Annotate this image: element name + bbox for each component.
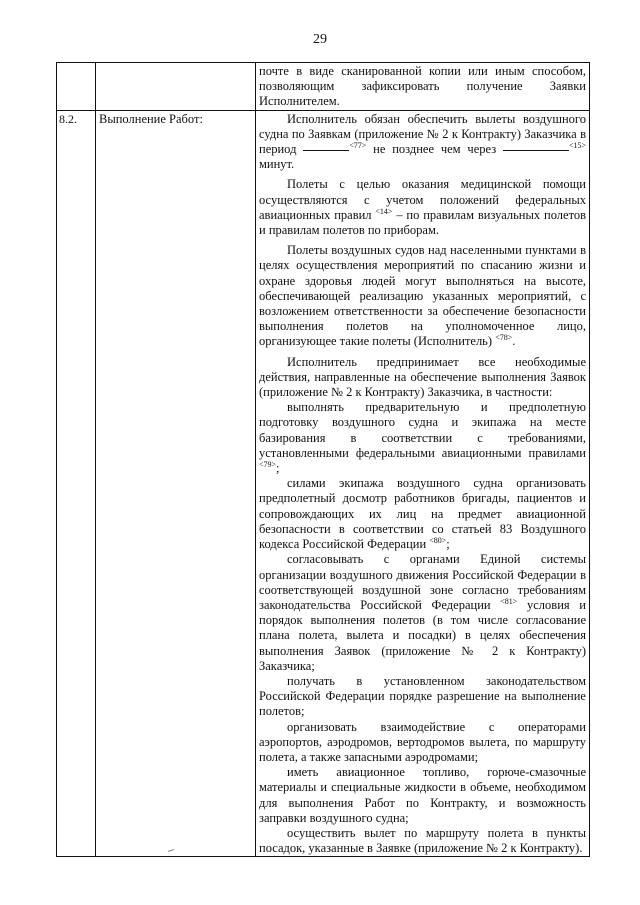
footnote-ref: <14>: [375, 206, 393, 216]
cell-content-previous: [256, 63, 590, 111]
paragraph-5-text-a: выполнять предварительную и предполетную подготовку воздушного судна и экипажа на месте базирования в соответствии с требованиями, установленными федеральными авиационными правилами: [259, 400, 586, 460]
footnote-ref: <78>: [495, 333, 513, 343]
paragraph-1-text-b: не позднее чем через: [373, 142, 497, 157]
paragraph-5-text-b: ;: [276, 461, 280, 476]
page-number: 29: [313, 32, 327, 47]
section-content: [256, 110, 590, 857]
paragraph-3: [259, 243, 586, 349]
paragraph-1-text-a: Исполнитель обязан обеспечить вылеты воздушного судна по Заявкам (приложение № 2 к Контракту) Заказчика в период: [259, 111, 586, 157]
paragraph-7-text-a: согласовывать с органами Единой системы организации воздушного движения Российской Федерации в соответствующей воздушной зоне согласно требованиям законодательства Российской Федерации: [259, 552, 586, 612]
paragraph-6-text-b: ;: [446, 537, 450, 552]
paragraph-2-text-b: – по правилам визуальных полетов и правилам полетов по приборам.: [259, 207, 587, 238]
paragraph-2: [259, 177, 586, 238]
blank-field-period: [303, 149, 349, 151]
paragraph-10: иметь авиационное топливо, горюче-смазочные материалы и специальные жидкости в объеме, необходимом для выполнения Работ по Контракту, и возможность заправки воздушного судна;: [259, 765, 586, 825]
paragraph-7-text-b: условия и порядок выполнения полетов (в том числе согласование плана полета, вылета и посадки) в целях обеспечения выполнения Заявок (приложение № 2 к Контракту) Заказчика;: [259, 597, 586, 673]
contract-table: [56, 62, 590, 857]
paragraph-5: [259, 400, 586, 476]
paragraph-6: [259, 476, 586, 552]
paragraph-3-text-a: Полеты воздушных судов над населенными пунктами в целях осуществления мероприятий по спасанию жизни и охране здоровья людей могут выполняться на высоте, обеспечивающей реализацию указанных мероприятий, с возложением ответственности за обеспечение безопасности выполнения полетов на уполномоченное лицо, организующее такие полеты (Исполнитель): [259, 243, 586, 349]
footnote-ref: <81>: [500, 596, 518, 606]
footnote-ref: <80>: [429, 536, 447, 546]
paragraph-11: осуществить вылет по маршруту полета в пункты посадок, указанные в Заявке (приложение № 2 к Контракту).: [259, 825, 586, 856]
footnote-ref: <79>: [259, 460, 277, 470]
paragraph-previous: почте в виде сканированной копии или иным способом, позволяющим зафиксировать получение Заявки Исполнителем.: [259, 64, 586, 109]
paragraph-8: получать в установленном законодательством Российской Федерации порядке разрешение на выполнение полетов;: [259, 673, 586, 719]
paragraph-9: организовать взаимодействие с операторами аэропортов, аэродромов, вертодромов вылета, по маршруту полета, а также запасными аэродромами;: [259, 719, 586, 764]
cell-title-empty: [96, 63, 256, 111]
paragraph-1-text-c: минут.: [259, 157, 295, 172]
table-row-previous: [57, 63, 590, 111]
section-number: 8.2.: [57, 110, 96, 857]
paragraph-2-text-a: Полеты с целью оказания медицинской помощи осуществляются с учетом положений федеральных авиационных правил: [259, 177, 586, 222]
paragraph-6-text-a: силами экипажа воздушного судна организовать предполетный досмотр работников бригады, пациентов и сопровождающих их лиц на предмет авиационной безопасности в соответствии со статьей 83 Воздушного кодекса Российской Федерации: [259, 476, 586, 552]
paragraph-1: [259, 112, 586, 173]
blank-field-minutes: [503, 149, 569, 151]
table-row-8-2: [57, 110, 590, 857]
cell-number-empty: [57, 63, 96, 111]
paragraph-7: [259, 552, 586, 674]
section-title: Выполнение Работ:: [96, 110, 256, 857]
paragraph-4: Исполнитель предпринимает все необходимые действия, направленные на обеспечение выполнения Заявок (приложение № 2 к Контракту) Заказчика, в частности:: [259, 354, 586, 400]
footnote-ref: <77>: [349, 141, 367, 151]
footnote-ref: <15>: [569, 141, 587, 151]
paragraph-3-text-b: .: [512, 334, 516, 349]
